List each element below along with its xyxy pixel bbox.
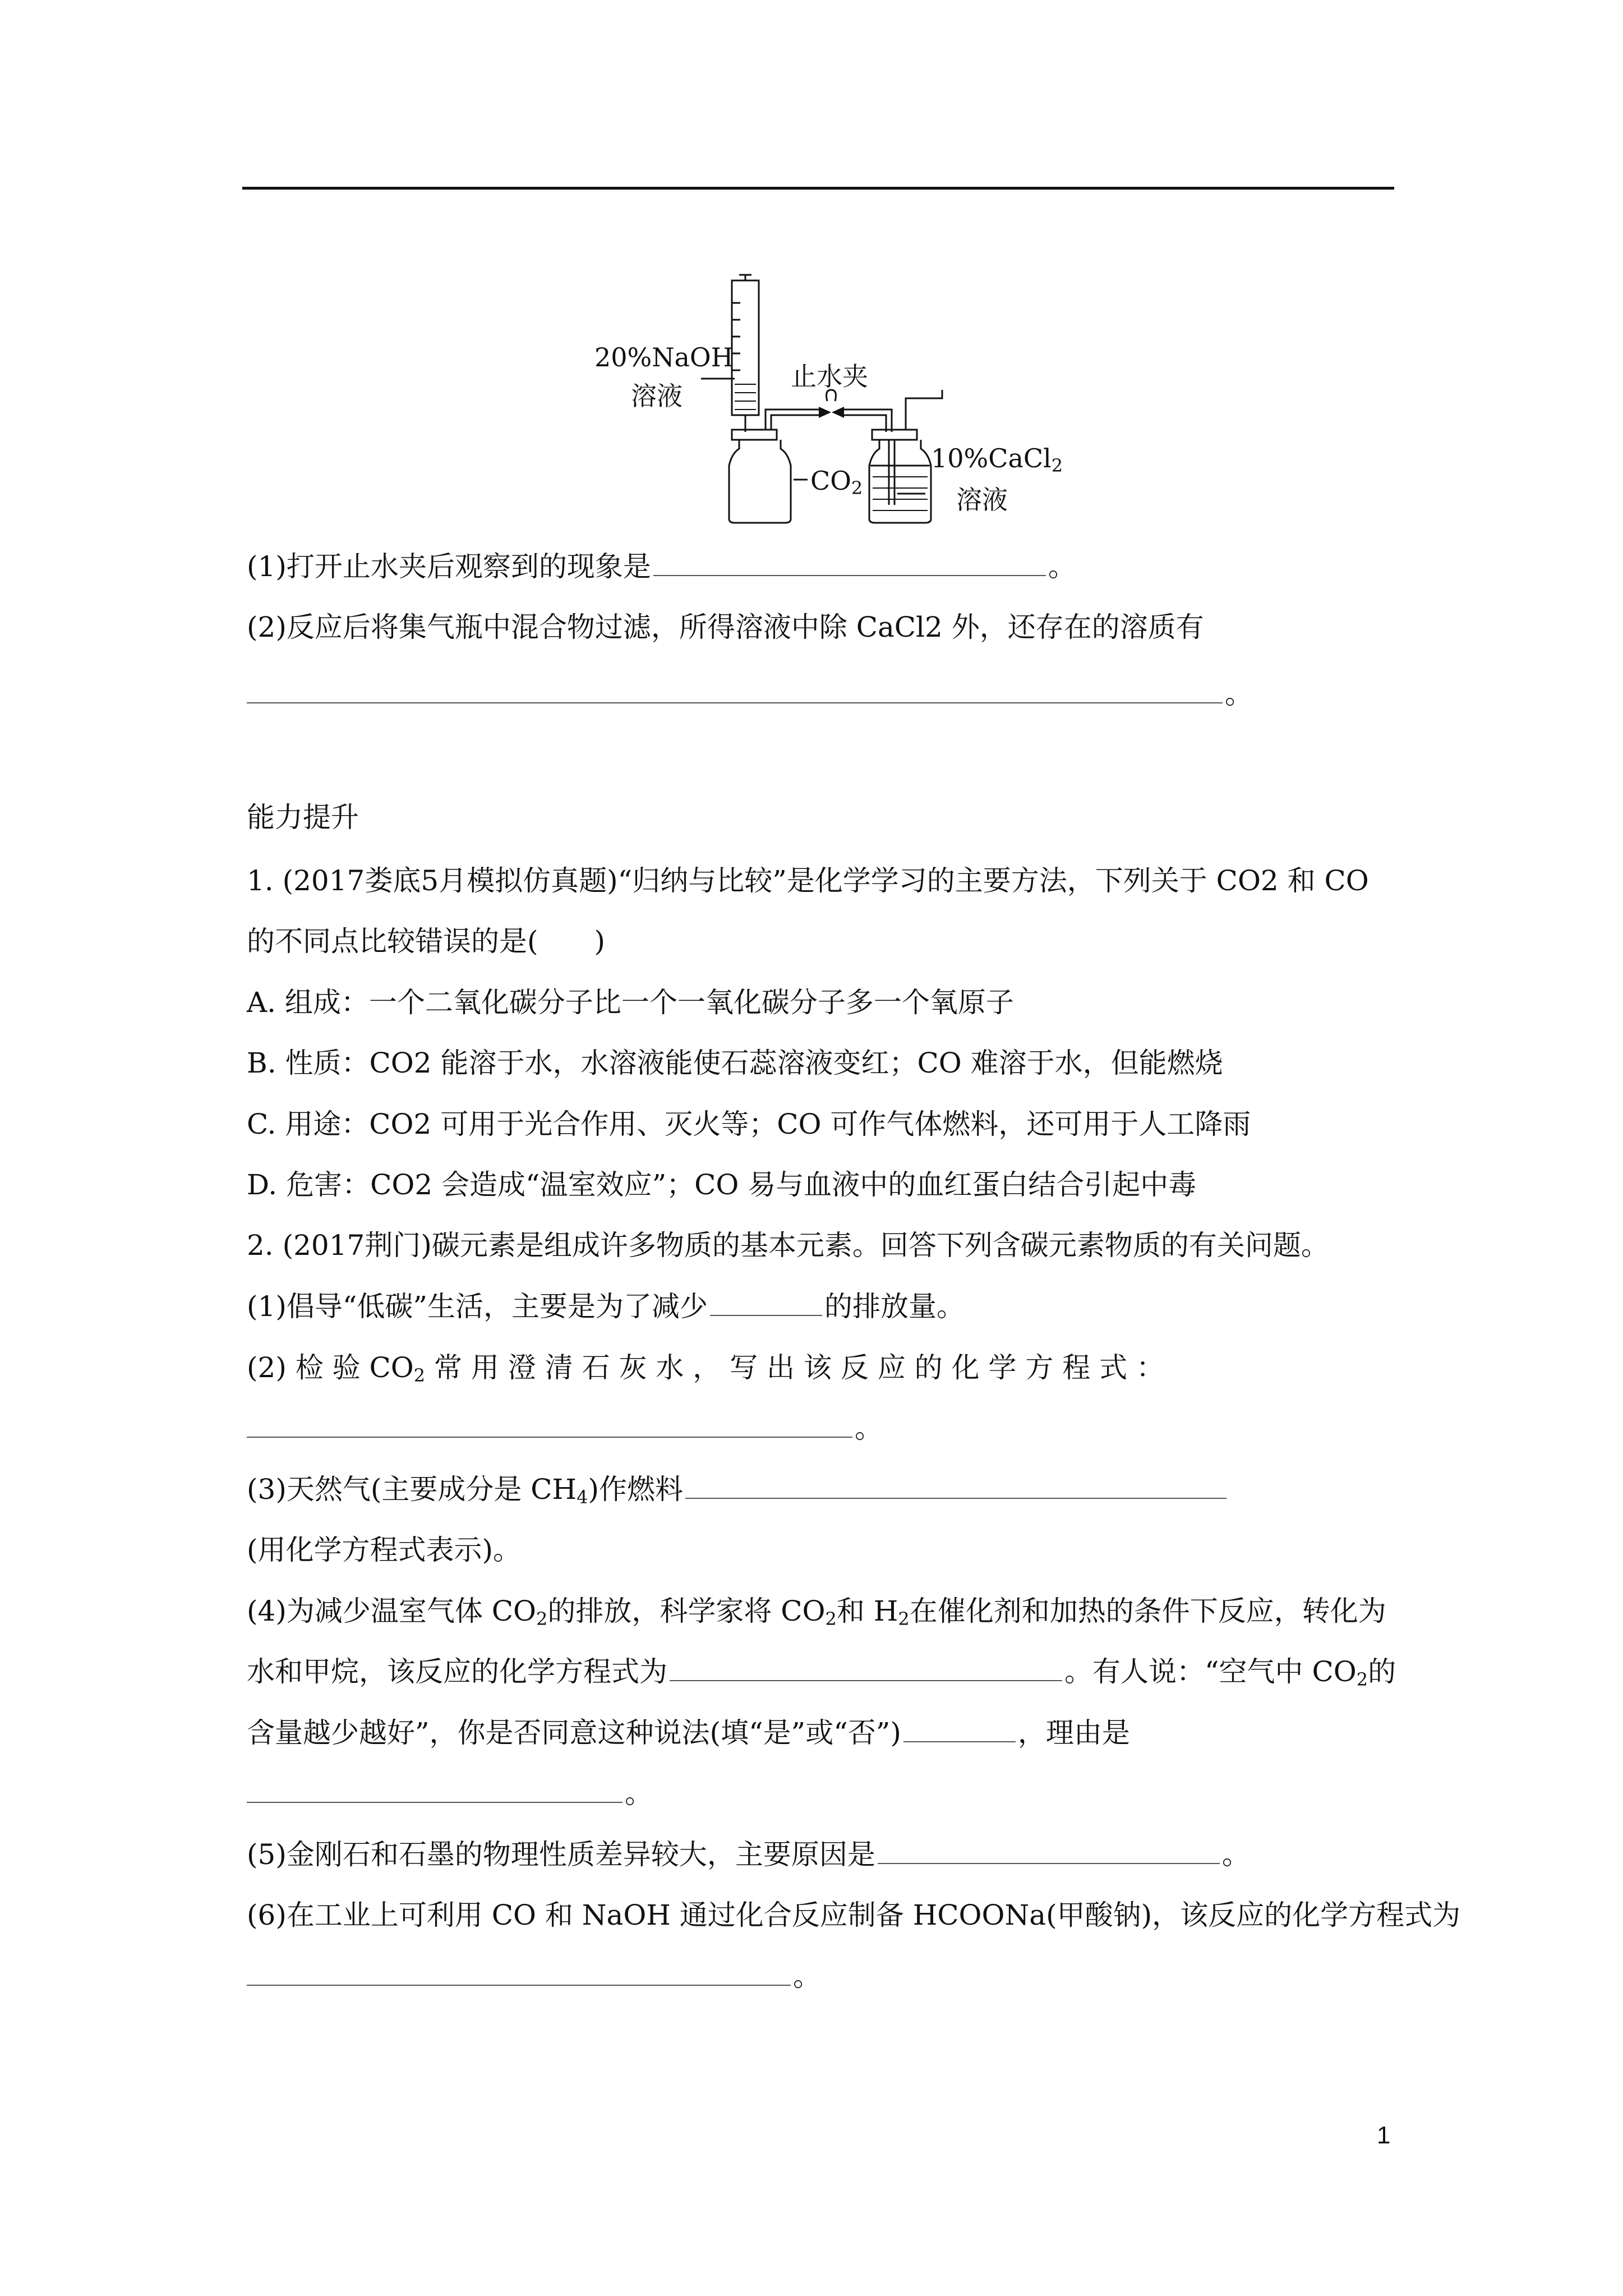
option-a[interactable]: A. 组成：一个二氧化碳分子比一个一氧化碳分子多一个氧原子 (247, 986, 1014, 1019)
q2-blank[interactable] (247, 674, 1223, 703)
option-b[interactable]: B. 性质：CO2 能溶于水，水溶液能使石蕊溶液变红；CO 难溶于水，但能燃烧 (247, 1047, 1223, 1079)
naoh-label: 20%NaOH (594, 342, 734, 372)
p2-part4-blank3[interactable] (247, 1774, 623, 1803)
naoh-label-2: 溶液 (631, 381, 683, 411)
p2-part4-line4: 。 (247, 1774, 653, 1813)
cacl-label-2: 溶液 (956, 485, 1008, 515)
co2-label: $CO_2$ (810, 466, 863, 499)
q2-answer-line: 。 (247, 674, 1253, 714)
p2-part2-answer: 。 (247, 1409, 883, 1448)
q1-line: (1)打开止水夹后观察到的现象是 。 (247, 547, 1076, 586)
section-title: 能力提升 (247, 801, 359, 834)
p2-part1-blank[interactable] (710, 1287, 822, 1316)
p2-part6-answer: 。 (247, 1957, 821, 1996)
p2-part1: (1)倡导“低碳”生活，主要是为了减少 的排放量。 (247, 1287, 965, 1326)
problem1-stem-line1: 1. (2017娄底5月模拟仿真题)“归纳与比较”是化学学习的主要方法，下列关于 CO2 和 CO (247, 864, 1369, 897)
p2-part6-blank[interactable] (247, 1957, 791, 1986)
p2-part4-line3: 含量越少越好”，你是否同意这种说法(填“是”或“否”) ，理由是 (247, 1713, 1130, 1752)
p2-part3: (3)天然气(主要成分是 $CH_4$)作燃料 (247, 1470, 1229, 1509)
problem2-stem: 2. (2017荆门)碳元素是组成许多物质的基本元素。回答下列含碳元素物质的有关问题。 (247, 1229, 1329, 1262)
p2-part6: (6)在工业上可利用 CO 和 NaOH 通过化合反应制备 HCOONa(甲酸钠)，该反应的化学方程式为 (247, 1899, 1461, 1931)
p2-part4: (4)为减少温室气体 $CO_2$的排放，科学家将 $CO_2$和 $H_2$在催化剂和加热的条件下反应，转化为 (247, 1595, 1386, 1630)
p2-part5-blank[interactable] (878, 1835, 1220, 1864)
header-rule (242, 187, 1394, 190)
problem1-stem-line2: 的不同点比较错误的是( ) (247, 925, 606, 958)
p2-part3-blank[interactable] (685, 1470, 1227, 1499)
p2-part4-blank1[interactable] (670, 1652, 1062, 1681)
p2-part5: (5)金刚石和石墨的物理性质差异较大，主要原因是 。 (247, 1835, 1250, 1874)
option-d[interactable]: D. 危害：CO2 会造成“温室效应”；CO 易与血液中的血红蛋白结合引起中毒 (247, 1168, 1197, 1201)
apparatus-figure (561, 264, 1077, 533)
option-c[interactable]: C. 用途：CO2 可用于光合作用、灭火等；CO 可作气体燃料，还可用于人工降雨 (247, 1108, 1251, 1140)
q2-line: (2)反应后将集气瓶中混合物过滤，所得溶液中除 CaCl2 外，还存在的溶质有 (247, 611, 1204, 643)
p2-part2: (2) 检 验 $CO_2$ 常 用 澄 清 石 灰 水 ， 写 出 该 反 应 的 化 学 方 程 式 ： (247, 1351, 1164, 1386)
q1-blank[interactable] (653, 547, 1046, 576)
clamp-label: 止水夹 (791, 361, 868, 392)
cacl-label: 10%CaCl$_2$ (931, 443, 1063, 476)
page-number: 1 (1377, 2122, 1391, 2149)
p2-part2-blank[interactable] (247, 1409, 852, 1438)
p2-part3-line2: (用化学方程式表示)。 (247, 1534, 522, 1566)
p2-part4-blank2[interactable] (903, 1713, 1016, 1742)
p2-part4-line2: 水和甲烷，该反应的化学方程式为 。有人说：“空气中 $CO_2$的 (247, 1652, 1396, 1691)
